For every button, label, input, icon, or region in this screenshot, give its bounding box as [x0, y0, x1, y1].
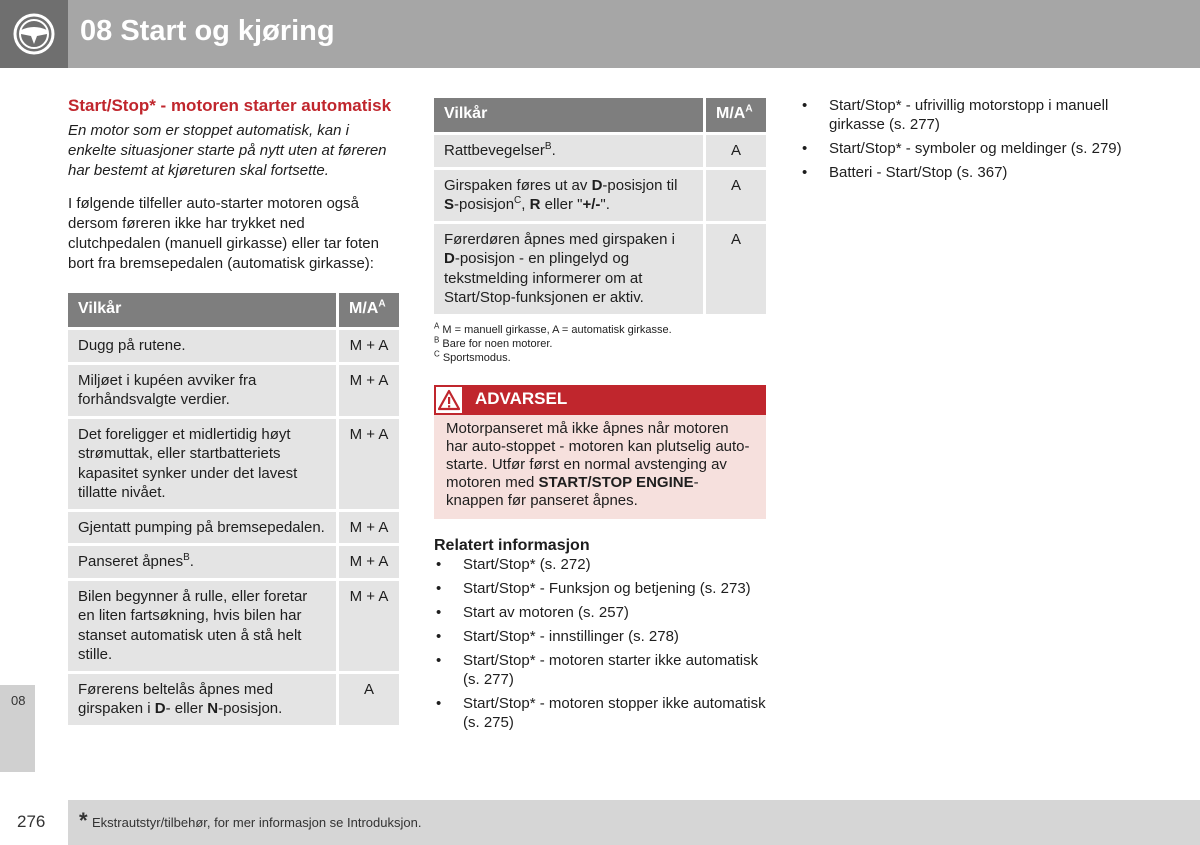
- conditions-table-manual-auto: [68, 290, 399, 728]
- chapter-icon-box: [0, 0, 68, 68]
- value-cell: M + A: [336, 512, 399, 544]
- table-row: [434, 170, 766, 221]
- condition-cell: Dugg på rutene.: [68, 330, 336, 362]
- bullet: •: [802, 140, 808, 157]
- condition-cell: Førerens beltelås åpnes med girspaken i D- eller N-posisjon.: [68, 674, 336, 725]
- related-info-list: [434, 555, 766, 732]
- chapter-title: 08 Start og kjøring: [80, 15, 335, 47]
- bullet: •: [802, 97, 808, 114]
- side-tab-label: 08: [11, 693, 26, 708]
- related-link[interactable]: • Start/Stop* - innstillinger (s. 278): [436, 627, 679, 645]
- related-info-list-continued: [800, 96, 1140, 182]
- warning-title: ADVARSEL: [475, 388, 568, 408]
- warning-icon-box: [434, 385, 464, 415]
- bullet: •: [436, 555, 442, 573]
- page-number: 276: [17, 812, 46, 831]
- table-row: [68, 365, 399, 416]
- related-link[interactable]: • Start/Stop* - ufrivillig motorstopp i manuell girkasse (s. 277): [802, 97, 1109, 133]
- footnote: $^B$ Bare for noen motorer.: [434, 334, 553, 350]
- bullet: •: [436, 627, 442, 645]
- table-row: [434, 135, 766, 167]
- table-header-row: [68, 293, 399, 327]
- bullet: •: [436, 651, 442, 669]
- bullet: •: [436, 694, 442, 712]
- column-header-condition: Vilkår: [68, 293, 336, 327]
- conditions-table-auto: [434, 95, 766, 317]
- condition-cell: Bilen begynner å rulle, eller foretar en liten fartsøkning, hvis bilen har stanset automatisk uten å stå helt stille.: [68, 581, 336, 671]
- condition-cell: Gjentatt pumping på bremsepedalen.: [68, 512, 336, 544]
- related-link[interactable]: • Start/Stop* (s. 272): [436, 555, 591, 573]
- steering-wheel-icon: [13, 13, 55, 55]
- column-right: [800, 96, 1140, 182]
- footnote: $^A$ M = manuell girkasse, A = automatisk girkasse.: [434, 320, 672, 336]
- bullet: •: [802, 164, 808, 181]
- value-cell: M + A: [336, 546, 399, 578]
- footnote: $^C$ Sportsmodus.: [434, 348, 511, 364]
- related-link[interactable]: • Start/Stop* - Funksjon og betjening (s. 273): [436, 579, 751, 597]
- chapter-side-tab: [0, 685, 35, 772]
- value-cell: M + A: [336, 365, 399, 416]
- footer-asterisk: *: [79, 808, 88, 833]
- table-row: [68, 581, 399, 671]
- condition-cell: Det foreligger et midlertidig høyt strømuttak, eller startbatteriets kapasitet synker under det lavest tillatte nivået.: [68, 419, 336, 509]
- related-link[interactable]: • Batteri - Start/Stop (s. 367): [802, 164, 1008, 181]
- condition-cell: Rattbevegelser$^B$.: [434, 135, 703, 167]
- warning-text: Motorpanseret må ikke åpnes når motoren har auto-stoppet - motoren kan plutselig auto-starte. Utfør først en normal avstenging av motoren med START/STOP ENGINE-knappen før panseret åpnes.: [446, 419, 750, 509]
- table-header-row: [434, 98, 766, 132]
- warning-header: [434, 385, 766, 415]
- value-cell: A: [703, 135, 766, 167]
- column-left: [68, 96, 399, 728]
- table-row: [68, 330, 399, 362]
- related-link[interactable]: • Start av motoren (s. 257): [436, 603, 629, 621]
- condition-cell: Førerdøren åpnes med girspaken i D-posisjon - en plingelyd og tekstmelding informerer om at Start/Stop-funksjonen er aktiv.: [434, 224, 703, 314]
- column-header-value: $M/A^A$: [336, 293, 399, 327]
- column-header-value: $M/A^A$: [703, 98, 766, 132]
- related-link[interactable]: • Start/Stop* - motoren starter ikke automatisk (s. 277): [436, 651, 759, 688]
- related-link[interactable]: • Start/Stop* - symboler og meldinger (s. 279): [802, 140, 1122, 157]
- value-cell: A: [703, 224, 766, 314]
- section-heading: Start/Stop* - motoren starter automatisk: [68, 96, 392, 115]
- column-middle: [434, 98, 766, 732]
- table-row: [434, 224, 766, 314]
- bullet: •: [436, 603, 442, 621]
- footer-note: Ekstrautstyr/tilbehør, for mer informasjon se Introduksjon.: [92, 815, 422, 830]
- related-info-heading: Relatert informasjon: [434, 536, 590, 554]
- warning-box: [434, 385, 766, 519]
- table-row: [68, 546, 399, 578]
- bullet: •: [436, 579, 442, 597]
- table-row: [68, 674, 399, 725]
- value-cell: M + A: [336, 330, 399, 362]
- value-cell: M + A: [336, 581, 399, 671]
- value-cell: M + A: [336, 419, 399, 509]
- condition-cell: Miljøet i kupéen avviker fra forhåndsvalgte verdier.: [68, 365, 336, 416]
- related-link[interactable]: • Start/Stop* - motoren stopper ikke automatisk (s. 275): [436, 694, 766, 731]
- table-row: [68, 512, 399, 544]
- value-cell: A: [336, 674, 399, 725]
- chapter-header: [0, 0, 1200, 68]
- section-intro: En motor som er stoppet automatisk, kan i enkelte situasjoner starte på nytt uten at føreren har bestemt at kjøreturen skal fortsette.: [68, 122, 387, 179]
- section-paragraph: I følgende tilfeller auto-starter motoren også dersom føreren ikke har trykket ned clutchpedalen (manuell girkasse) eller tar foten bort fra bremsepedalen (automatisk girkasse):: [68, 195, 379, 272]
- table-row: [68, 419, 399, 509]
- condition-cell: Girspaken føres ut av D-posisjon til S-posisjon$^C$, R eller "+/-".: [434, 170, 703, 221]
- warning-triangle-icon: [438, 389, 460, 411]
- column-header-condition: Vilkår: [434, 98, 703, 132]
- table-footnotes: [434, 320, 766, 365]
- value-cell: A: [703, 170, 766, 221]
- condition-cell: Panseret åpnes$^B$.: [68, 546, 336, 578]
